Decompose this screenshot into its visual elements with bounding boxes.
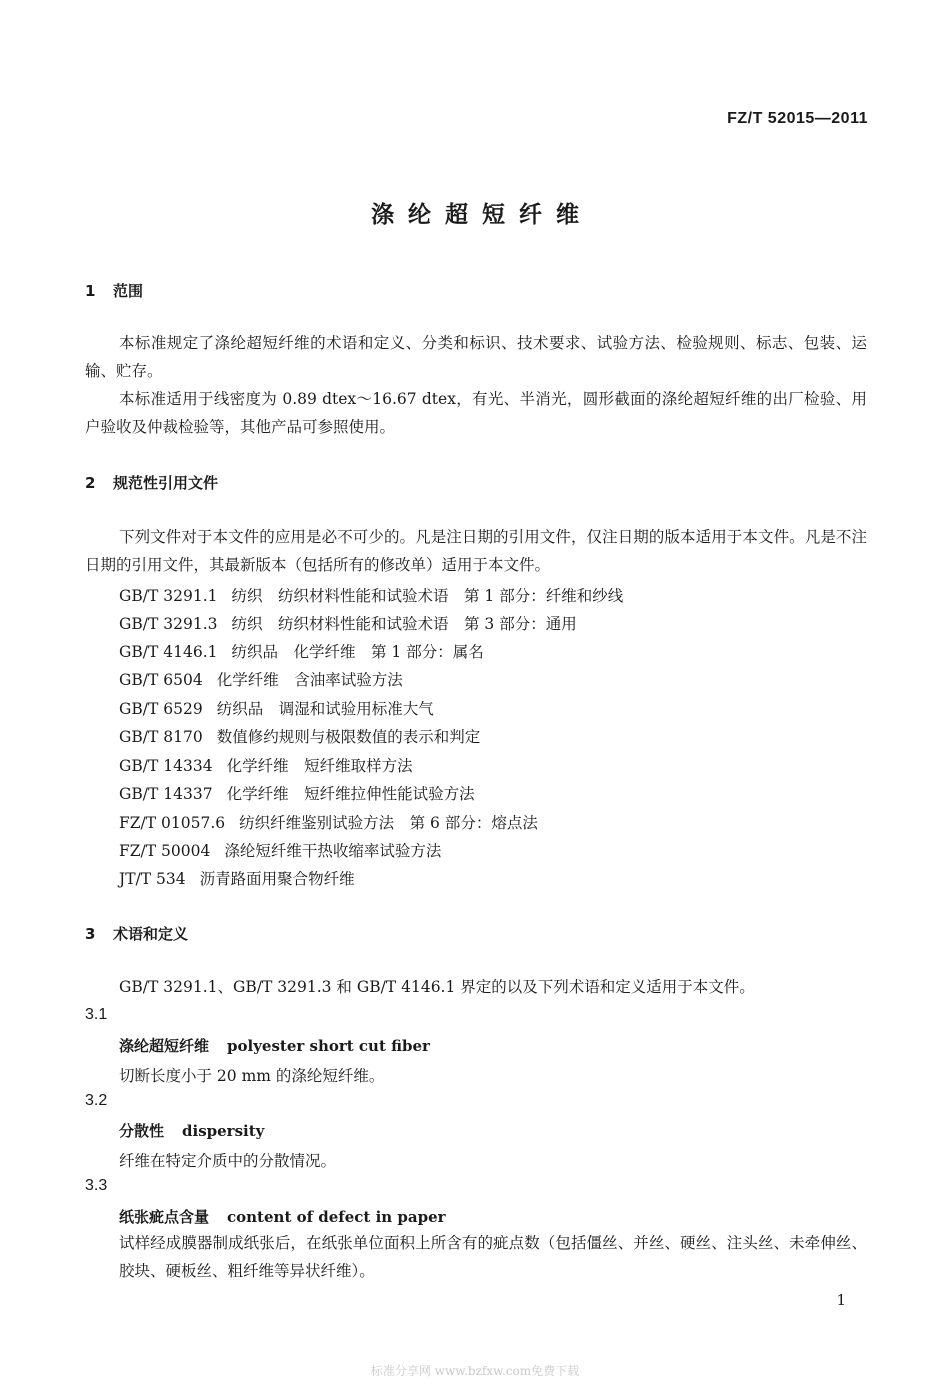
section-number: 3 bbox=[85, 925, 96, 943]
reference-code: JT/T 534 bbox=[119, 870, 186, 888]
reference-code: GB/T 3291.1 bbox=[119, 587, 218, 605]
term-number: 3.1 bbox=[85, 1006, 108, 1023]
term-heading bbox=[119, 1120, 264, 1141]
term-chinese: 纸张疵点含量 bbox=[119, 1208, 210, 1226]
section-number: 2 bbox=[85, 474, 96, 492]
section-number: 1 bbox=[85, 282, 96, 300]
section-2-heading bbox=[85, 472, 218, 493]
reference-title: 化学纤维 短纤维取样方法 bbox=[226, 757, 413, 775]
term-chinese: 涤纶超短纤维 bbox=[119, 1037, 210, 1055]
section-title: 范围 bbox=[113, 282, 144, 300]
reference-title: 纺织 纺织材料性能和试验术语 第 3 部分：通用 bbox=[231, 615, 577, 633]
reference-item bbox=[119, 725, 480, 747]
term-chinese: 分散性 bbox=[119, 1122, 165, 1140]
term-english: content of defect in paper bbox=[227, 1208, 446, 1226]
reference-item bbox=[119, 811, 538, 833]
document-title: 涤纶超短纤维 bbox=[371, 202, 593, 228]
standard-number: FZ/T 52015—2011 bbox=[727, 110, 868, 127]
reference-code: GB/T 6529 bbox=[119, 700, 203, 718]
term-number: 3.3 bbox=[85, 1177, 108, 1194]
reference-code: FZ/T 50004 bbox=[119, 842, 211, 860]
term-definition: 切断长度小于 20 mm 的涤纶短纤维。 bbox=[119, 1067, 385, 1085]
scope-paragraph-2: 本标准适用于线密度为 0.89 dtex～16.67 dtex，有光、半消光，圆形截面的涤纶超短纤维的出厂检验、用户验收及仲裁检验等，其他产品可参照使用。 bbox=[85, 390, 867, 436]
reference-code: GB/T 6504 bbox=[119, 671, 203, 689]
reference-code: FZ/T 01057.6 bbox=[119, 814, 226, 832]
term-heading bbox=[119, 1206, 446, 1227]
reference-code: GB/T 3291.3 bbox=[119, 615, 218, 633]
reference-title: 化学纤维 含油率试验方法 bbox=[216, 671, 403, 689]
reference-title: 沥青路面用聚合物纤维 bbox=[199, 870, 355, 888]
reference-title: 纺织 纺织材料性能和试验术语 第 1 部分：纤维和纱线 bbox=[231, 587, 624, 605]
reference-code: GB/T 14334 bbox=[119, 757, 213, 775]
section-1-heading bbox=[85, 280, 143, 301]
reference-item bbox=[119, 839, 441, 861]
reference-item bbox=[119, 867, 355, 889]
reference-title: 数值修约规则与极限数值的表示和判定 bbox=[216, 728, 481, 746]
reference-code: GB/T 14337 bbox=[119, 785, 213, 803]
section-title: 术语和定义 bbox=[113, 925, 189, 943]
reference-title: 化学纤维 短纤维拉伸性能试验方法 bbox=[226, 785, 475, 803]
reference-item bbox=[119, 782, 475, 804]
scope-paragraph-1: 本标准规定了涤纶超短纤维的术语和定义、分类和标识、技术要求、试验方法、检验规则、标志、包装、运输、贮存。 bbox=[85, 334, 867, 380]
reference-title: 纺织品 调湿和试验用标准大气 bbox=[216, 700, 434, 718]
page-number: 1 bbox=[836, 1291, 846, 1309]
term-heading bbox=[119, 1035, 430, 1056]
reference-item bbox=[119, 668, 403, 690]
reference-item bbox=[119, 612, 577, 634]
reference-item bbox=[119, 584, 623, 606]
term-english: polyester short cut fiber bbox=[227, 1037, 430, 1055]
reference-title: 纺织纤维鉴别试验方法 第 6 部分：熔点法 bbox=[239, 814, 538, 832]
term-definition: 纤维在特定介质中的分散情况。 bbox=[119, 1152, 337, 1170]
watermark: 标准分享网 www.bzfxw.com免费下载 bbox=[370, 1364, 580, 1378]
reference-code: GB/T 4146.1 bbox=[119, 643, 218, 661]
reference-item bbox=[119, 640, 484, 662]
section-3-heading bbox=[85, 923, 188, 944]
term-definition: 试样经成膜器制成纸张后，在纸张单位面积上所含有的疵点数（包括僵丝、并丝、硬丝、注头丝、未牵伸丝、胶块、硬板丝、粗纤维等异状纤维）。 bbox=[119, 1234, 867, 1280]
terms-intro: GB/T 3291.1、GB/T 3291.3 和 GB/T 4146.1 界定的以及下列术语和定义适用于本文件。 bbox=[119, 978, 755, 996]
references-intro: 下列文件对于本文件的应用是必不可少的。凡是注日期的引用文件，仅注日期的版本适用于本文件。凡是不注日期的引用文件，其最新版本（包括所有的修改单）适用于本文件。 bbox=[85, 528, 867, 574]
reference-title: 纺织品 化学纤维 第 1 部分：属名 bbox=[231, 643, 484, 661]
term-number: 3.2 bbox=[85, 1092, 108, 1109]
reference-item bbox=[119, 697, 434, 719]
reference-item bbox=[119, 754, 413, 776]
reference-code: GB/T 8170 bbox=[119, 728, 203, 746]
reference-title: 涤纶短纤维干热收缩率试验方法 bbox=[224, 842, 442, 860]
term-english: dispersity bbox=[182, 1122, 265, 1140]
section-title: 规范性引用文件 bbox=[113, 474, 219, 492]
